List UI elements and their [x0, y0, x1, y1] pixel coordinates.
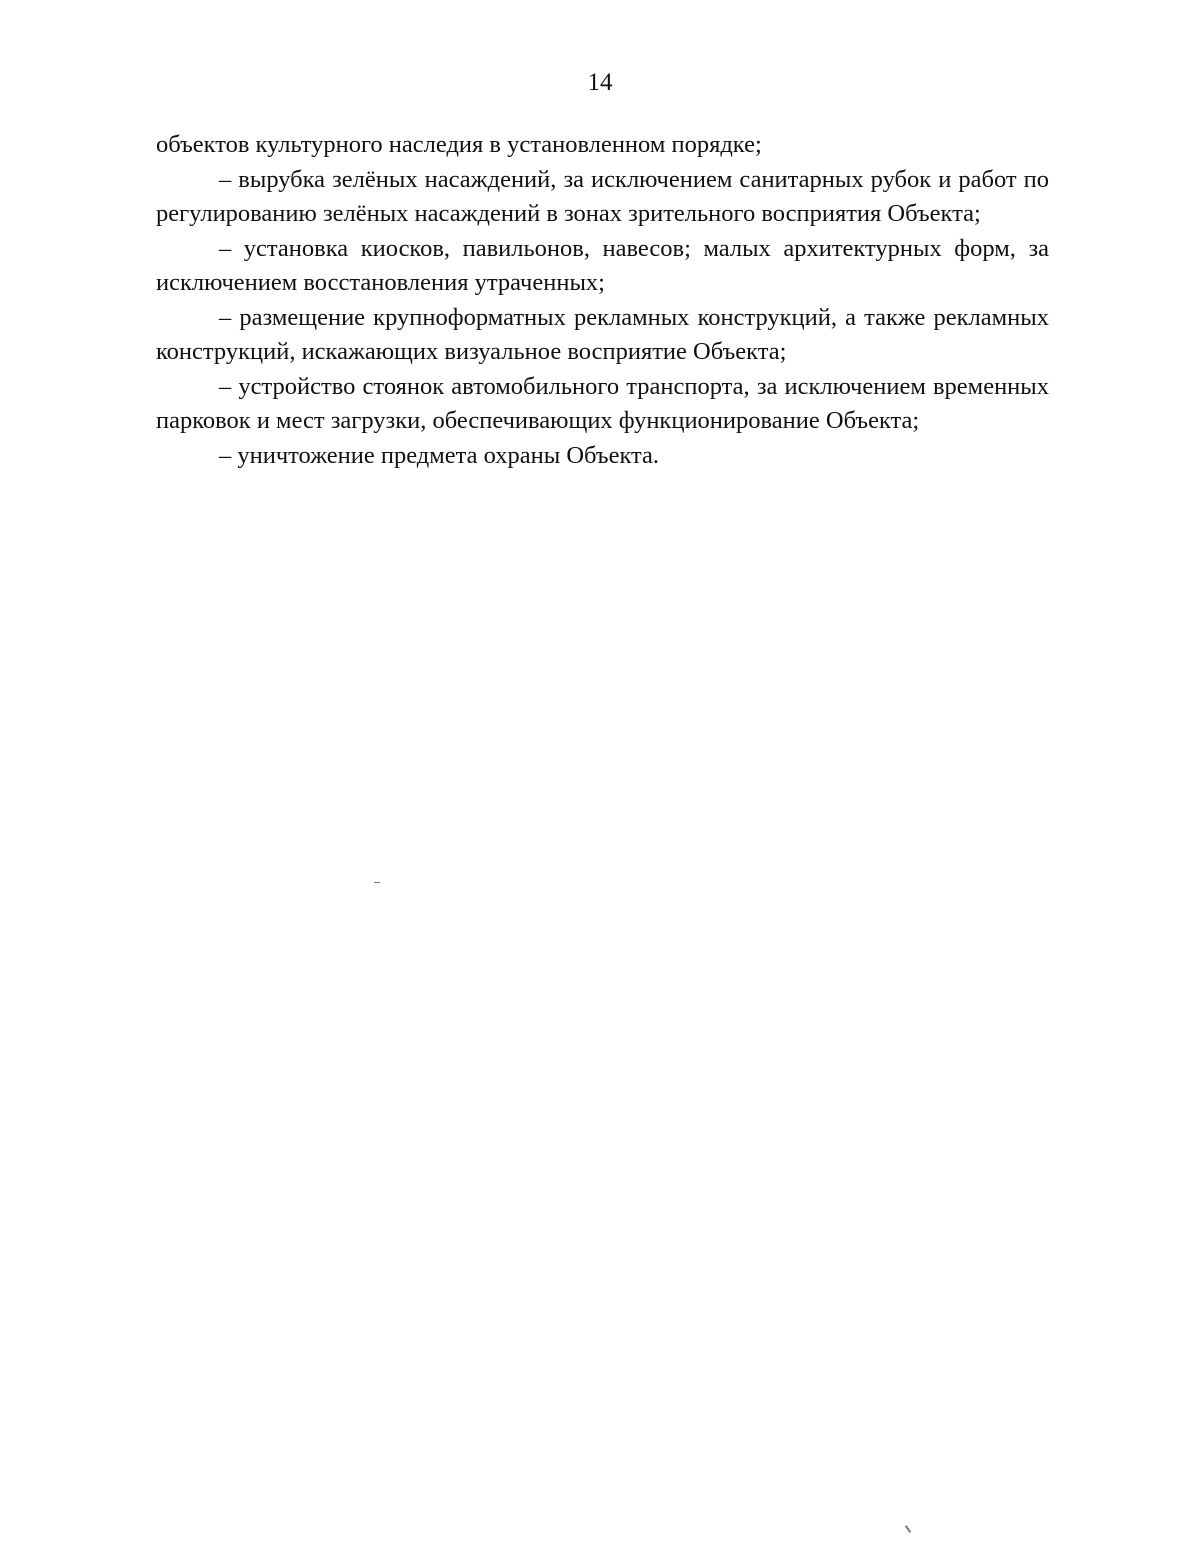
scan-speck — [905, 1525, 911, 1533]
paragraph-parking: – устройство стоянок автомобильного транспорта, за исключением временных парковок и мест загрузки, обеспечивающих функционирование Объекта; — [156, 372, 1049, 434]
scan-speck — [374, 882, 380, 883]
paragraph-advertising: – размещение крупноформатных рекламных конструкций, а также рекламных конструкций, искажающих визуальное восприятие Объекта; — [156, 303, 1049, 365]
paragraph-tree-felling: – вырубка зелёных насаждений, за исключением санитарных рубок и работ по регулированию зелёных насаждений в зонах зрительного восприятия Объекта; — [156, 165, 1049, 227]
paragraph-continuation: объектов культурного наследия в установленном порядке; — [156, 131, 762, 158]
page-number: 14 — [587, 69, 613, 96]
paragraph-destruction: – уничтожение предмета охраны Объекта. — [219, 441, 660, 469]
paragraph-kiosks: – установка киосков, павильонов, навесов; малых архитектурных форм, за исключением восстановления утраченных; — [156, 234, 1049, 296]
document-body — [156, 128, 1049, 473]
